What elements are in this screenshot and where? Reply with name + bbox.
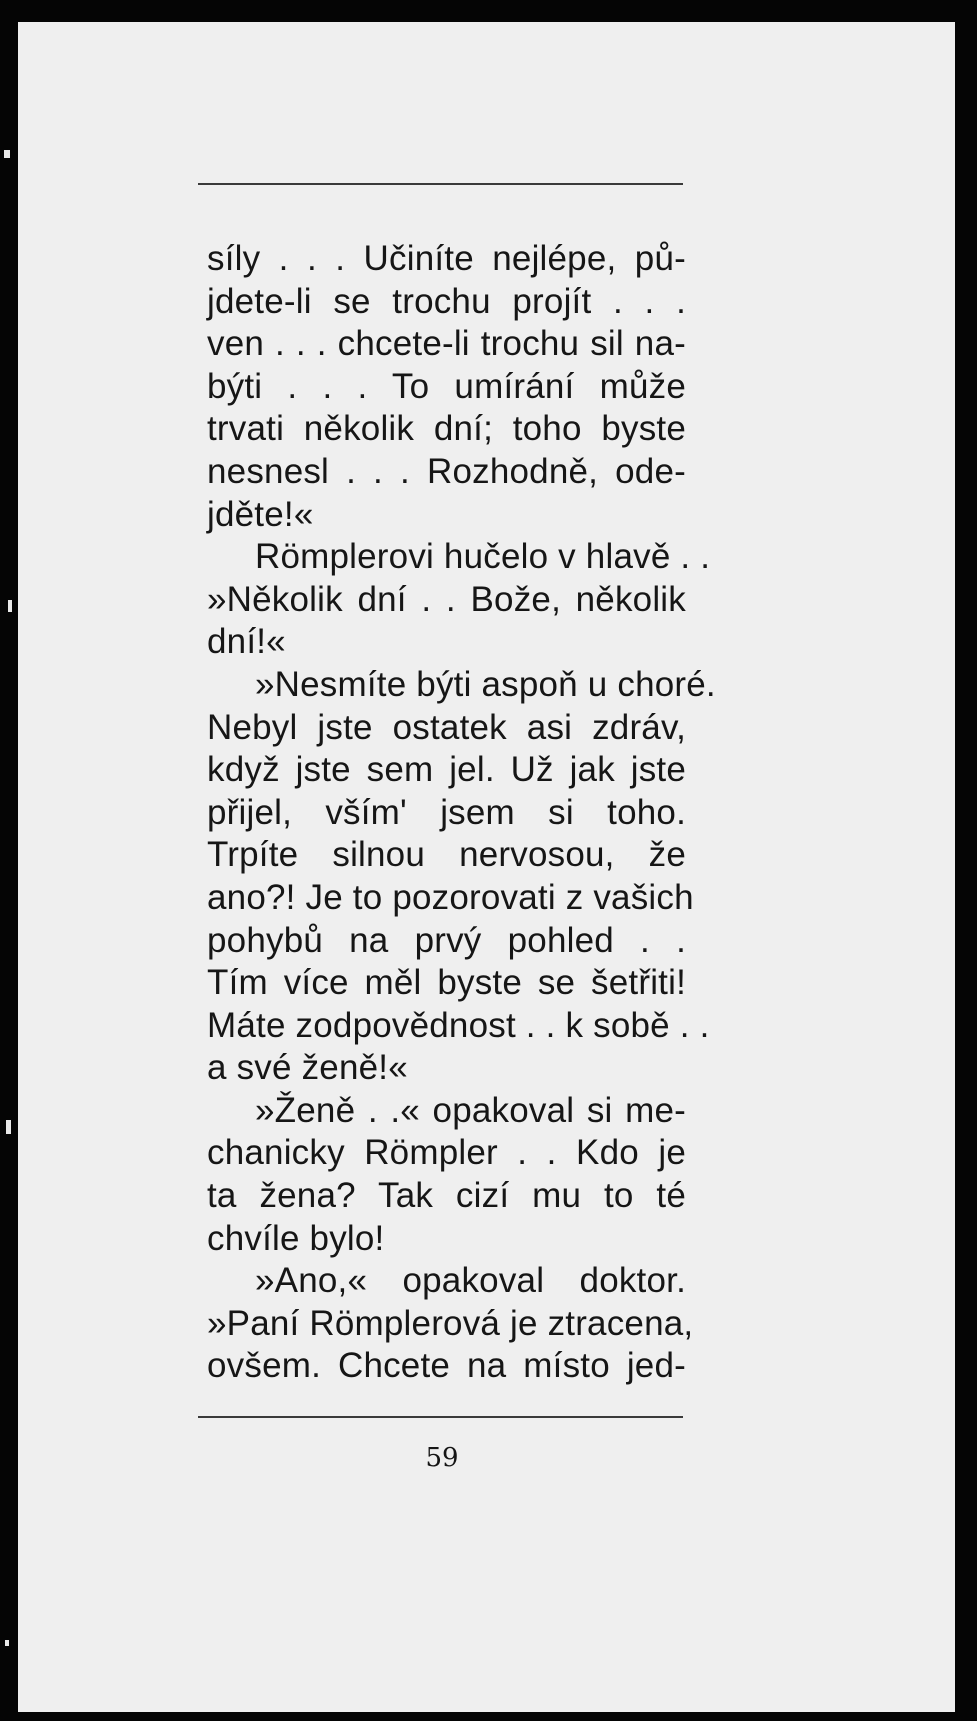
text-line: Máte zodpovědnost . . k sobě . . xyxy=(207,1005,710,1045)
text-line: ta žena? Tak cizí mu to té xyxy=(207,1176,686,1216)
text-line: přijel, vším' jsem si toho. xyxy=(207,792,686,832)
edge-speck xyxy=(8,600,12,612)
text-line: ano?! Je to pozorovati z vašich xyxy=(207,877,694,917)
footer-rule xyxy=(198,1416,683,1418)
text-line: »Nesmíte býti aspoň u choré. xyxy=(255,664,716,704)
text-line: chanicky Römpler . . Kdo je xyxy=(207,1133,686,1173)
text-line: trvati několik dní; toho byste xyxy=(207,409,686,449)
text-line: jdete-li se trochu projít . . . xyxy=(207,281,686,321)
text-line: »Paní Römplerová je ztracena, xyxy=(207,1303,694,1343)
text-line: chvíle bylo! xyxy=(207,1218,385,1258)
text-line: »Ano,« opakoval doktor. xyxy=(255,1261,686,1301)
text-line: ven . . . chcete-li trochu sil na- xyxy=(207,324,686,364)
text-line: »Ženě . .« opakoval si me- xyxy=(255,1090,686,1130)
header-rule xyxy=(198,183,683,185)
text-line: a své ženě!« xyxy=(207,1048,408,1088)
edge-speck xyxy=(6,1120,11,1134)
edge-speck xyxy=(5,1640,9,1646)
text-line: dní!« xyxy=(207,622,286,662)
text-line: Nebyl jste ostatek asi zdráv, xyxy=(207,707,686,747)
text-line: býti . . . To umírání může xyxy=(207,366,686,406)
text-line: Römplerovi hučelo v hlavě . . xyxy=(255,537,711,577)
text-line: jděte!« xyxy=(207,494,314,534)
page-number: 59 xyxy=(425,1443,459,1473)
text-line: Trpíte silnou nervosou, že xyxy=(207,835,686,875)
text-line: nesnesl . . . Rozhodně, ode- xyxy=(207,451,686,491)
text-line: pohybů na prvý pohled . . xyxy=(207,920,686,960)
text-line: »Několik dní . . Bože, několik xyxy=(207,579,686,619)
text-line: když jste sem jel. Už jak jste xyxy=(207,750,686,790)
edge-speck xyxy=(4,150,10,158)
text-line: Tím více měl byste se šetřiti! xyxy=(207,963,686,1003)
text-line: síly . . . Učiníte nejlépe, pů- xyxy=(207,239,686,278)
text-line: ovšem. Chcete na místo jed- xyxy=(207,1346,686,1386)
page-edge xyxy=(0,0,18,1721)
body-text xyxy=(207,238,716,1388)
